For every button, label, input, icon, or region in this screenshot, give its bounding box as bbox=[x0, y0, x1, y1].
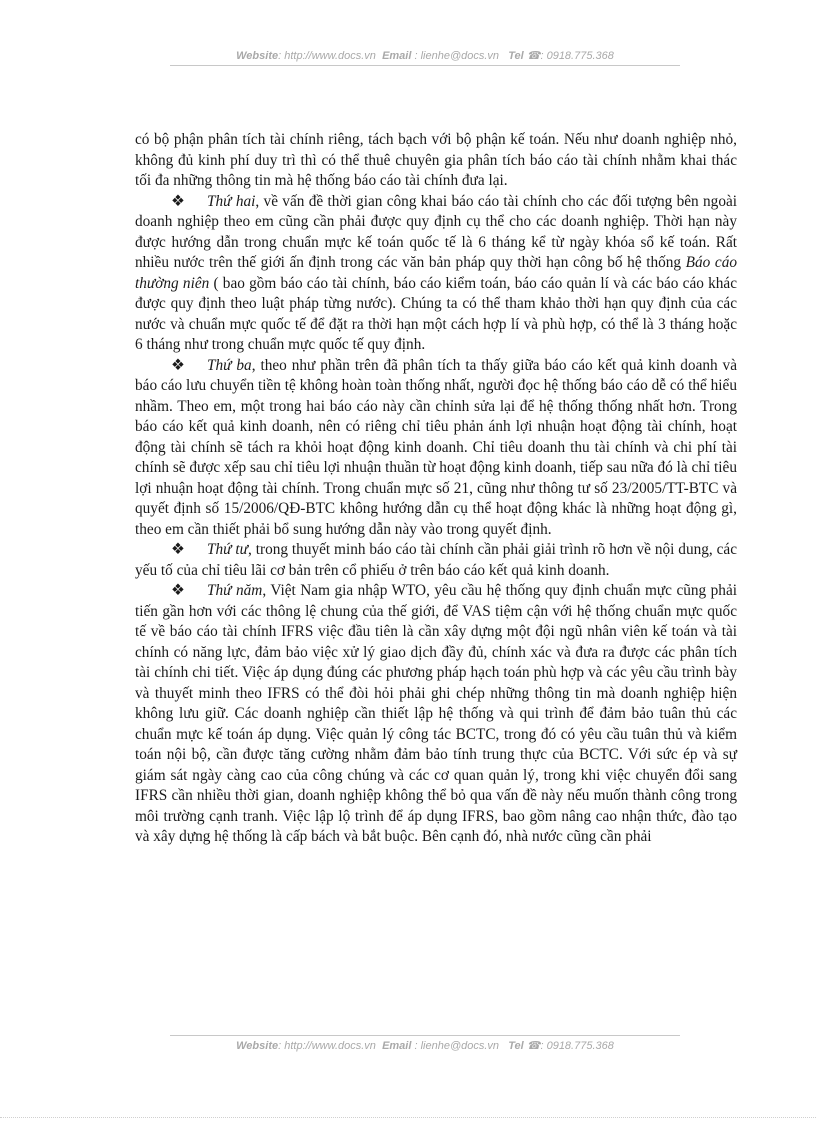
emphasis-text: Báo cáo thường niên bbox=[135, 254, 737, 292]
paragraph-second: ❖ Thứ hai, về vấn đề thời gian công khai báo cáo tài chính cho các đối tượng bên ngoài doanh nghiệp theo em cũng cần phải được quy định cụ thể cho các doanh nghiệp. Thời hạn này được hướng dẫn trong chuẩn mực kế toán quốc tế là 6 tháng kể từ ngày khóa sổ kế toán. Rất nhiều nước trên thế giới ấn định trong các văn bản pháp quy thời hạn công bố hệ thống Báo cáo thường niên ( bao gồm báo cáo tài chính, báo cáo kiểm toán, báo cáo quản lí và các báo cáo khác được quy định theo luật pháp từng nước). Chúng ta có thể tham khảo thời hạn quy định của các nước và chuẩn mực quốc tế để đặt ra thời hạn một cách hợp lí và phù hợp, có thể là 3 tháng hoặc 6 tháng như trong chuẩn mực quốc tế quy định. bbox=[135, 192, 738, 353]
paragraph-lead: Thứ ba bbox=[207, 356, 252, 374]
page-edge-divider bbox=[0, 1117, 816, 1118]
paragraph-third: ❖ Thứ ba, theo như phần trên đã phân tích ta thấy giữa báo cáo kết quả kinh doanh và báo cáo lưu chuyển tiền tệ không hoàn toàn thống nhất, người đọc hệ thống báo cáo dễ có thể hiểu nhầm. Theo em, một trong hai báo cáo này cần chỉnh sửa lại để hệ thống thống nhất hơn. Trong báo cáo kết quả kinh doanh, nên có riêng chỉ tiêu phản ánh lợi nhuận hoạt động tài chính, hoạt động tài chính sẽ tách ra khỏi hoạt động kinh doanh. Chỉ tiêu doanh thu tài chính và chi phí tài chính sẽ được xếp sau chỉ tiêu lợi nhuận thuần từ hoạt động kinh doanh, tiếp sau nữa đó là chỉ tiêu lợi nhuận hoạt động tài chính. Trong chuẩn mực số 21, cũng như thông tư số 23/2005/TT-BTC và quyết định số 15/2006/QĐ-BTC không hướng dẫn cụ thể hoạt động khác là những hoạt động gì, theo em cần thiết phải bổ sung hướng dẫn này vào trong quyết định. bbox=[135, 356, 737, 538]
diamond-bullet-icon: ❖ bbox=[171, 192, 185, 210]
tel-label: Tel bbox=[508, 50, 524, 62]
email-label: Email bbox=[382, 1040, 412, 1052]
paragraph-lead: Thứ tư bbox=[207, 541, 248, 558]
paragraph-fifth: ❖ Thứ năm, Việt Nam gia nhập WTO, yêu cầu hệ thống quy định chuẩn mực cũng phải tiến gần hơn với các thông lệ chung của thế giới, để VAS tiệm cận với hệ thống chuẩn mực quốc tế về báo cáo tài chính IFRS việc đầu tiên là cần xây dựng một đội ngũ nhân viên kế toán và tài chính có năng lực, đảm bảo việc xử lý giao dịch đầy đủ, chính xác và đưa ra được các phân tích tài chính chi tiết. Việc áp dụng đúng các phương pháp hạch toán phù hợp và các yêu cầu trình bày và thuyết minh theo IFRS có thể đòi hỏi phải ghi chép những thông tin mà doanh nghiệp hiện không lưu giữ. Các doanh nghiệp cần thiết lập hệ thống và qui trình để đảm bảo tuân thủ các chuẩn mực kế toán áp dụng. Việc quản lý công tác BCTC, trong đó có yêu cầu tuân thủ và kiểm toán nội bộ, cần được tăng cường nhằm đảm bảo tính trung thực của BCTC. Với sức ép và sự giám sát ngày càng cao của công chúng và các cơ quan quản lý, trong khi việc chuyển đổi sang IFRS cần nhiều thời gian, doanh nghiệp không thể bỏ qua vấn đề này nếu muốn thành công trong môi trường cạnh tranh. Việc lập lộ trình để áp dụng IFRS, bao gồm nâng cao nhận thức, đào tạo và xây dựng hệ thống là cấp bách và bắt buộc. Bên cạnh đó, nhà nước cũng cần phải bbox=[135, 582, 737, 845]
diamond-bullet-icon: ❖ bbox=[171, 582, 185, 599]
document-body bbox=[135, 130, 737, 848]
tel-label: Tel bbox=[508, 1040, 524, 1052]
page-footer bbox=[170, 1035, 680, 1052]
website-value: : http://www.docs.vn bbox=[278, 1040, 376, 1052]
tel-value: : 0918.775.368 bbox=[540, 1040, 614, 1052]
paragraph-fourth: ❖ Thứ tư, trong thuyết minh báo cáo tài chính cần phải giải trình rõ hơn về nội dung, các yếu tố của chỉ tiêu lãi cơ bản trên cổ phiếu ở trên báo cáo kết quả kinh doanh. bbox=[135, 541, 737, 579]
paragraph-lead: Thứ hai bbox=[207, 192, 256, 210]
email-value: : lienhe@docs.vn bbox=[411, 1040, 500, 1052]
phone-icon: ☎ bbox=[526, 50, 541, 62]
diamond-bullet-icon: ❖ bbox=[171, 541, 185, 558]
website-label: Website bbox=[236, 1040, 279, 1052]
phone-icon: ☎ bbox=[526, 1040, 541, 1052]
tel-value: : 0918.775.368 bbox=[540, 50, 614, 62]
paragraph-lead: Thứ năm bbox=[207, 582, 263, 599]
email-label: Email bbox=[382, 50, 412, 62]
paragraph-continuation: có bộ phận phân tích tài chính riêng, tách bạch với bộ phận kế toán. Nếu như doanh nghiệp nhỏ, không đủ kinh phí duy trì thì có thể thuê chuyên gia phân tích báo cáo tài chính nhằm khai thác tối đa những thông tin mà hệ thống báo cáo tài chính đưa lại. bbox=[135, 131, 737, 189]
diamond-bullet-icon: ❖ bbox=[171, 356, 185, 374]
website-value: : http://www.docs.vn bbox=[278, 50, 376, 62]
website-label: Website bbox=[236, 50, 279, 62]
page-header bbox=[170, 49, 680, 66]
email-value: : lienhe@docs.vn bbox=[411, 50, 500, 62]
